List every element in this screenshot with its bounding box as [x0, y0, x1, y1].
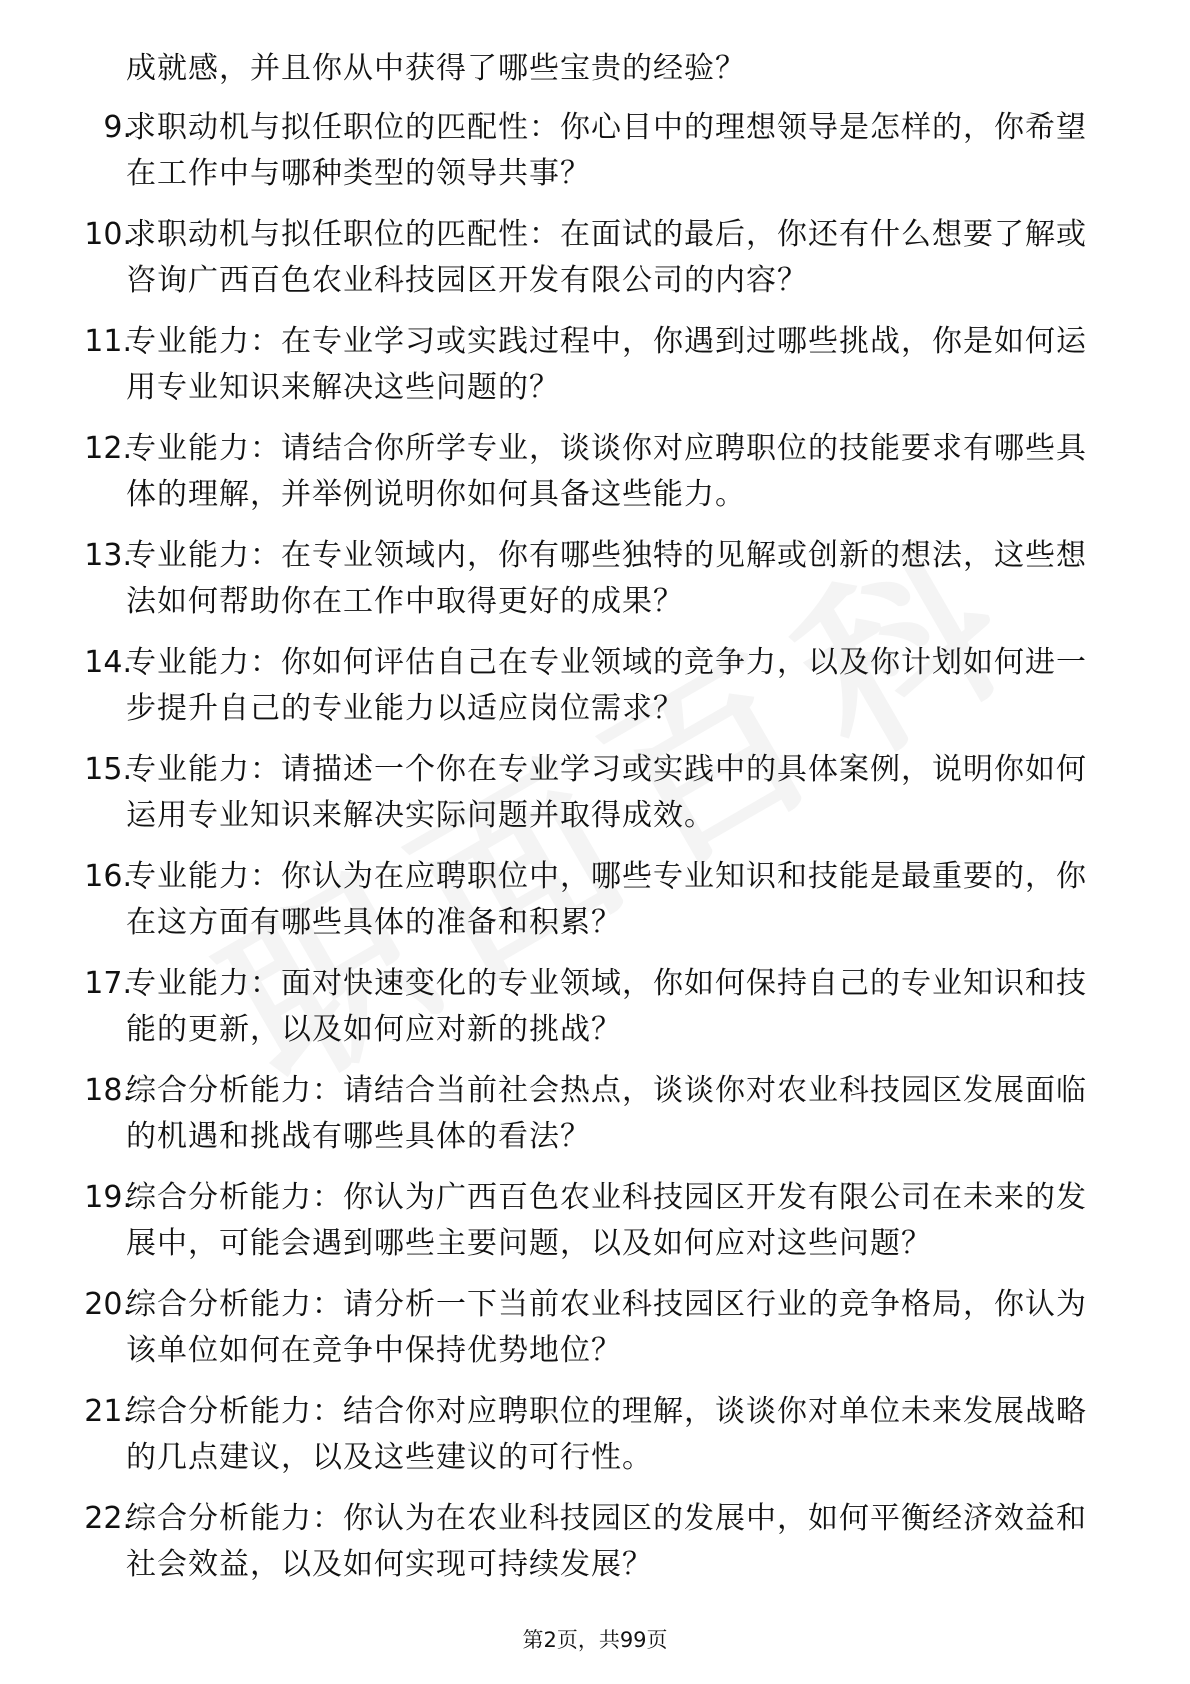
question-text: 综合分析能力：你认为在农业科技园区的发展中，如何平衡经济效益和社会效益，以及如何实现可持续发展？	[126, 1501, 1087, 1582]
question-text: 专业能力：在专业学习或实践过程中，你遇到过哪些挑战，你是如何运用专业知识来解决这些问题的？	[126, 324, 1087, 405]
question-text: 专业能力：请描述一个你在专业学习或实践中的具体案例，说明你如何运用专业知识来解决实际问题并取得成效。	[126, 752, 1087, 833]
continuation-text: 成就感，并且你从中获得了哪些宝贵的经验？	[126, 51, 746, 86]
question-text: 求职动机与拟任职位的匹配性：你心目中的理想领导是怎样的，你希望在工作中与哪种类型的领导共事？	[126, 110, 1087, 191]
question-number: 15.	[84, 752, 132, 787]
question-item	[0, 105, 1190, 197]
question-item	[0, 747, 1190, 839]
question-item	[0, 319, 1190, 411]
question-item	[0, 1389, 1190, 1481]
question-number: 19.	[84, 1180, 132, 1215]
question-text: 专业能力：你如何评估自己在专业领域的竞争力，以及你计划如何进一步提升自己的专业能力以适应岗位需求？	[126, 645, 1087, 726]
question-number: 21.	[84, 1394, 132, 1429]
question-number: 11.	[84, 324, 132, 359]
page-footer: 第2页，共99页	[522, 1628, 668, 1652]
question-list	[0, 105, 1190, 1603]
question-item	[0, 640, 1190, 732]
question-number: 14.	[84, 645, 132, 680]
question-item	[0, 1175, 1190, 1267]
question-text: 专业能力：请结合你所学专业，谈谈你对应聘职位的技能要求有哪些具体的理解，并举例说明你如何具备这些能力。	[126, 431, 1087, 512]
question-text: 专业能力：你认为在应聘职位中，哪些专业知识和技能是最重要的，你在这方面有哪些具体的准备和积累？	[126, 859, 1087, 940]
question-item	[0, 1068, 1190, 1160]
question-number: 17.	[84, 966, 132, 1001]
question-number: 16.	[84, 859, 132, 894]
question-text: 专业能力：面对快速变化的专业领域，你如何保持自己的专业知识和技能的更新，以及如何应对新的挑战？	[126, 966, 1087, 1047]
question-item	[0, 426, 1190, 518]
question-number: 13.	[84, 538, 132, 573]
question-text: 专业能力：在专业领域内，你有哪些独特的见解或创新的想法，这些想法如何帮助你在工作中取得更好的成果？	[126, 538, 1087, 619]
question-number: 22.	[84, 1501, 132, 1536]
question-number: 20.	[84, 1287, 132, 1322]
question-item	[0, 854, 1190, 946]
question-number: 9.	[103, 110, 132, 145]
question-item	[0, 1282, 1190, 1374]
question-text: 综合分析能力：结合你对应聘职位的理解，谈谈你对单位未来发展战略的几点建议，以及这些建议的可行性。	[126, 1394, 1087, 1475]
question-text: 综合分析能力：请结合当前社会热点，谈谈你对农业科技园区发展面临的机遇和挑战有哪些具体的看法？	[126, 1073, 1087, 1154]
question-number: 18.	[84, 1073, 132, 1108]
question-number: 10.	[84, 217, 132, 252]
question-item	[0, 961, 1190, 1053]
question-text: 求职动机与拟任职位的匹配性：在面试的最后，你还有什么想要了解或咨询广西百色农业科技园区开发有限公司的内容？	[126, 217, 1087, 298]
question-text: 综合分析能力：请分析一下当前农业科技园区行业的竞争格局，你认为该单位如何在竞争中保持优势地位？	[126, 1287, 1087, 1368]
question-item	[0, 1496, 1190, 1588]
question-item	[0, 533, 1190, 625]
question-number: 12.	[84, 431, 132, 466]
question-item	[0, 212, 1190, 304]
question-text: 综合分析能力：你认为广西百色农业科技园区开发有限公司在未来的发展中，可能会遇到哪些主要问题，以及如何应对这些问题？	[126, 1180, 1087, 1261]
